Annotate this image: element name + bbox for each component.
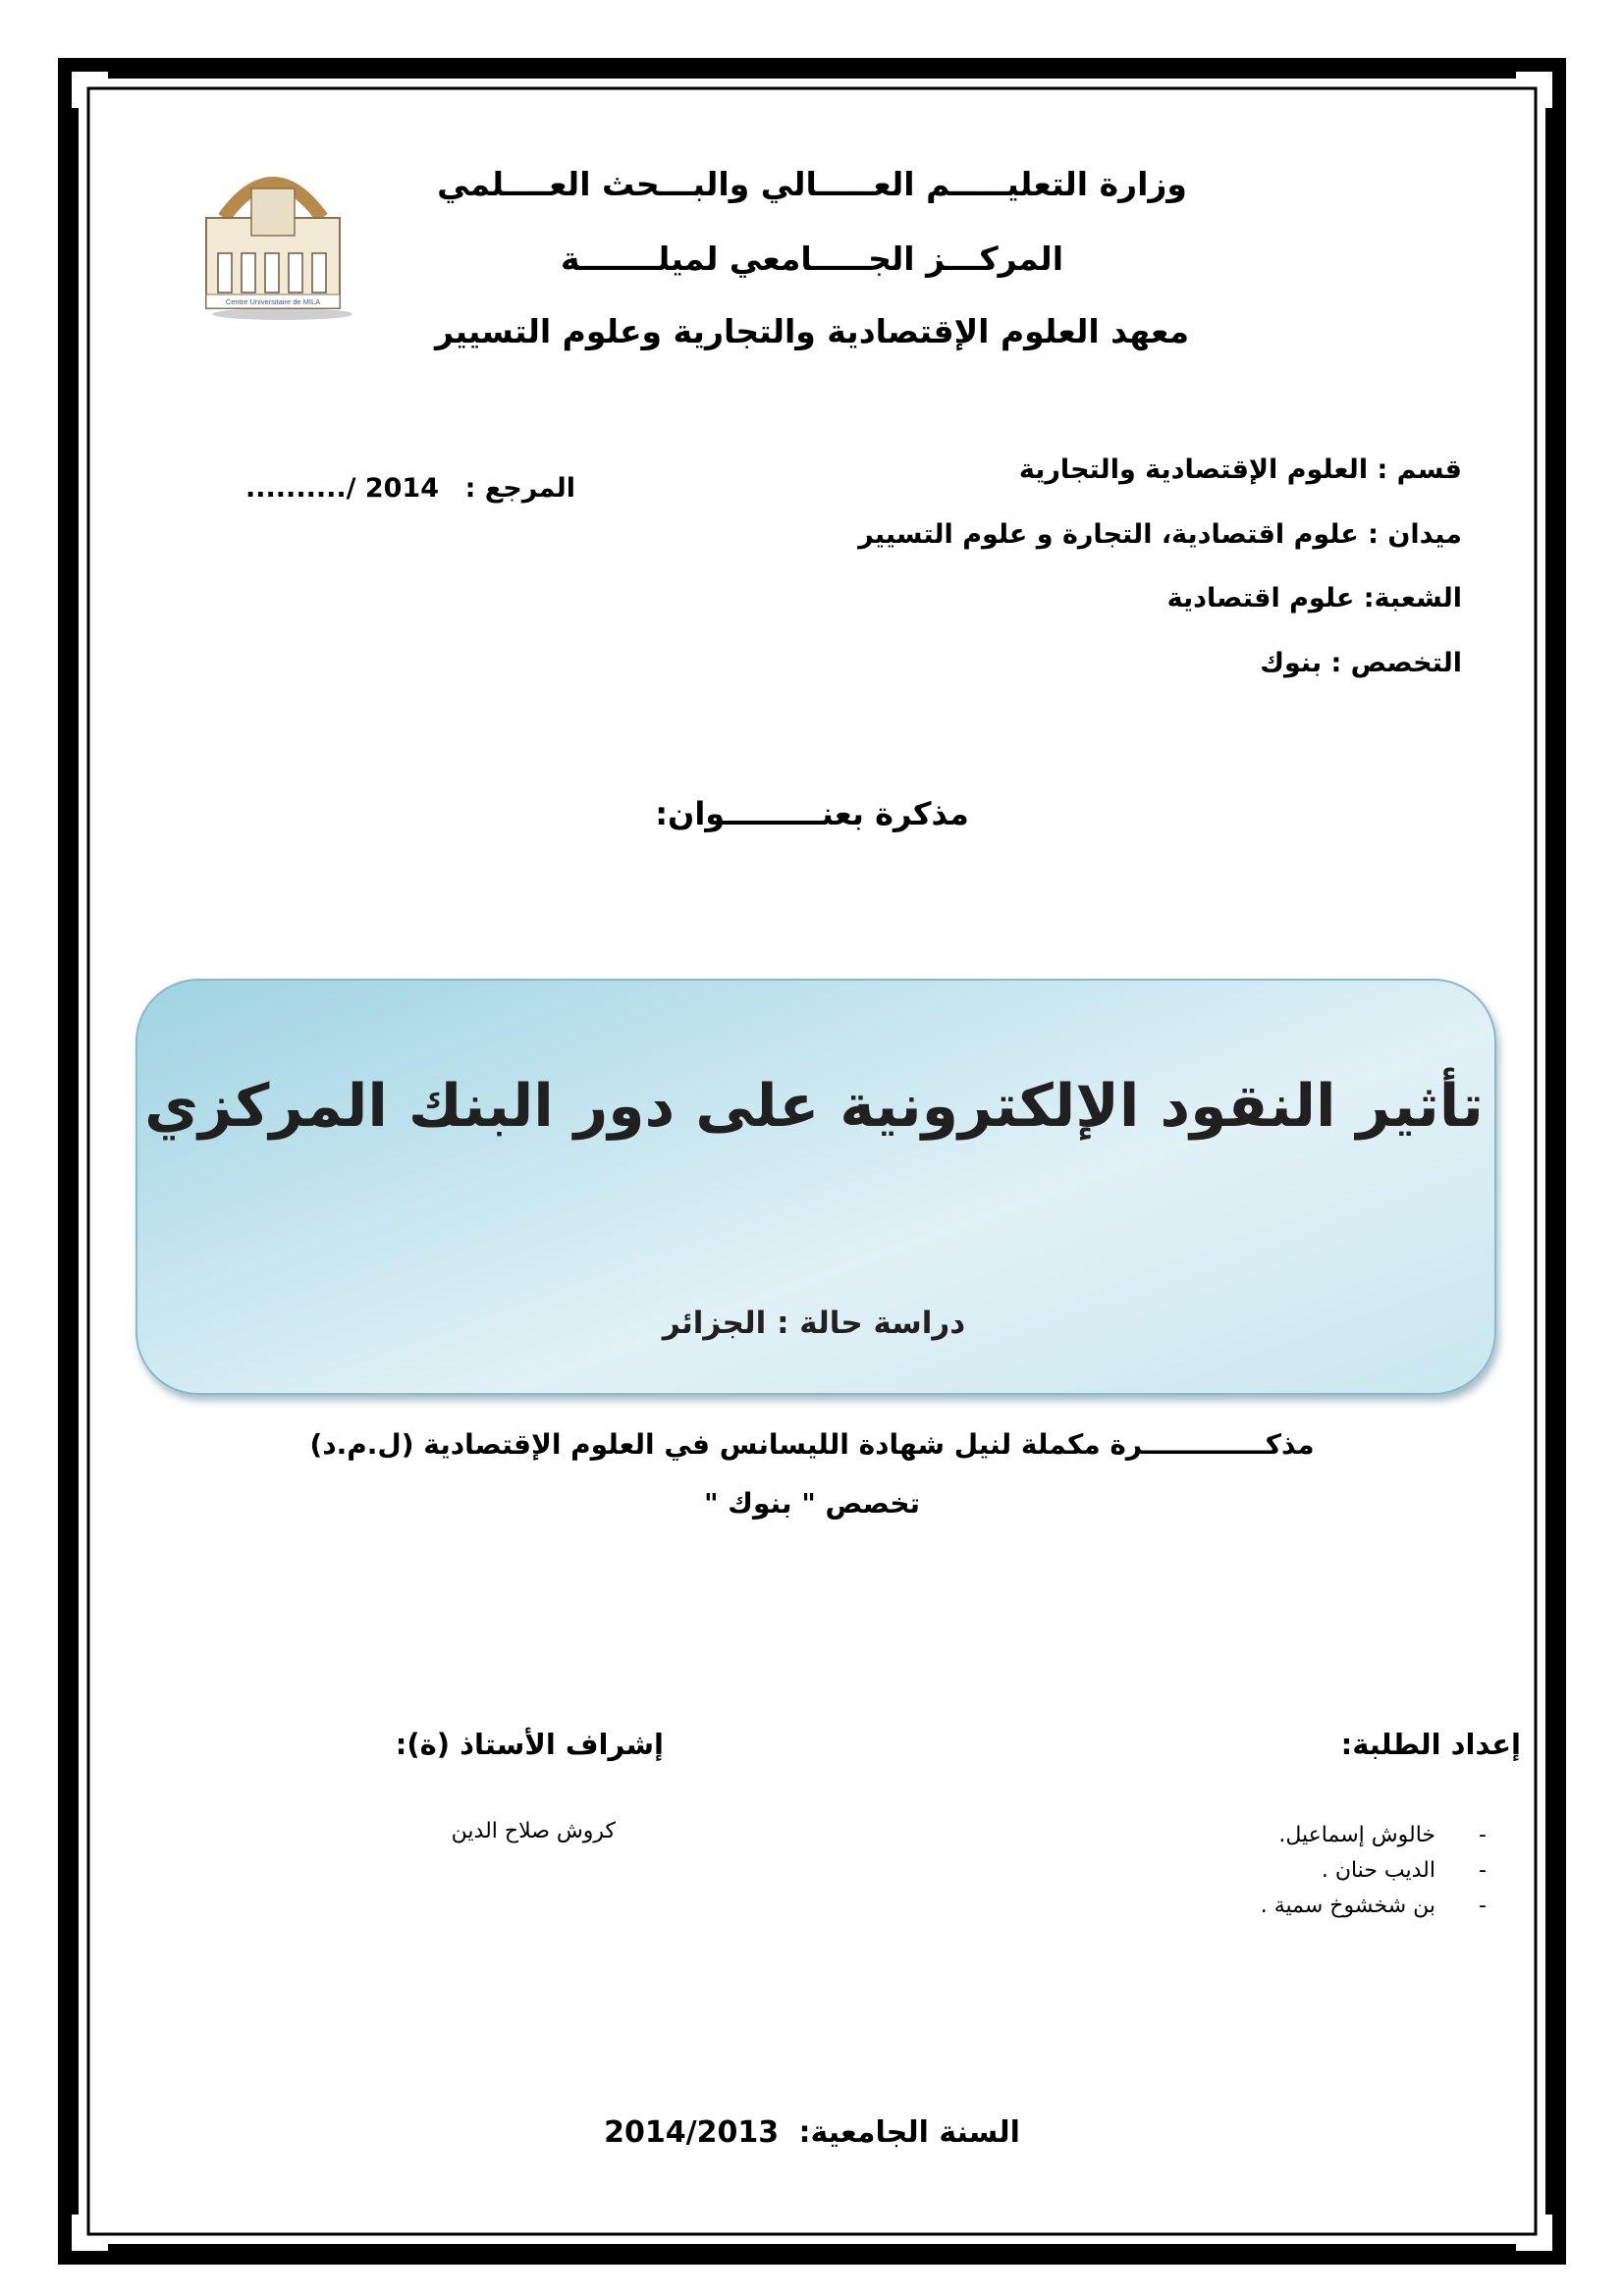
student-item: - الديب حنان .	[1261, 1853, 1487, 1889]
thesis-title: تأثير النقود الإلكترونية على دور البنك المركزي	[144, 1072, 1484, 1141]
student-item: - بن شخشوخ سمية .	[1261, 1889, 1487, 1924]
case-study-subtitle: دراسة حالة : الجزائر	[662, 1306, 966, 1341]
supervisor-label: إشراف الأستاذ (ة):	[395, 1728, 664, 1761]
ministry-heading: وزارة التعليـــــم العـــــالي والبـــحث العــــلمي	[437, 165, 1187, 203]
students-label: إعداد الطلبة:	[1340, 1728, 1521, 1761]
memo-title-label: مذكرة بعنـــــــــوان:	[655, 795, 969, 832]
department-line: قسم : العلوم الإقتصادية والتجارية	[1018, 454, 1462, 485]
field-line: ميدان : علوم اقتصادية، التجارة و علوم التسيير	[858, 519, 1462, 550]
degree-description: مذكـــــــــــــرة مكملة لنيل شهادة الليسانس في العلوم الإقتصادية (ل.م.د)	[309, 1428, 1315, 1461]
reference-value: ........../ 2014	[245, 473, 440, 504]
logo-caption: Centre Universitaire de MILA	[225, 297, 321, 306]
specialty-line: التخصص : بنوك	[1260, 648, 1462, 678]
academic-year-value: 2014/2013	[604, 2115, 780, 2150]
reference-label: المرجع :	[464, 473, 575, 504]
reference-field	[245, 473, 575, 504]
supervisor-name: كروش صلاح الدين	[451, 1819, 616, 1843]
university-center-heading: المركـــز الجـــــامعي لميلـــــــة	[560, 240, 1064, 278]
students-list	[1261, 1818, 1487, 1924]
specialty-description: تخصص " بنوك "	[703, 1487, 921, 1520]
institute-heading: معهد العلوم الإقتصادية والتجارية وعلوم التسيير	[434, 312, 1190, 350]
branch-line: الشعبة: علوم اقتصادية	[1166, 583, 1462, 614]
academic-year	[0, 2115, 1624, 2150]
student-item: - خالوش إسماعيل.	[1261, 1818, 1487, 1853]
academic-year-label: السنة الجامعية:	[798, 2115, 1020, 2150]
